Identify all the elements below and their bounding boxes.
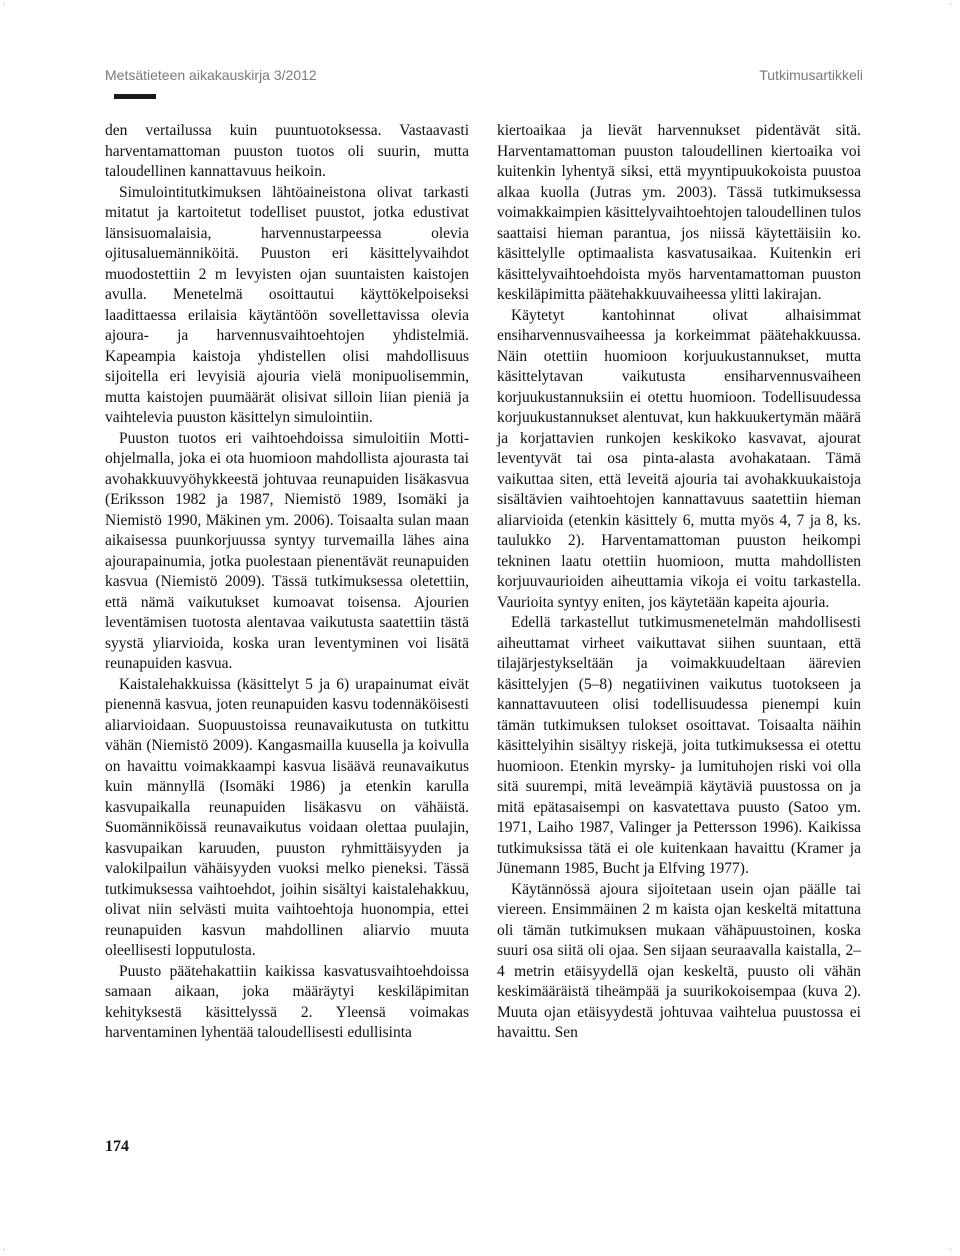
paragraph: Käytetyt kantohinnat olivat alhaisimmat ensiharvennusvaiheessa ja korkeimmat päätehakkuussa. Näin otettiin huomioon korjuukustannukset, mutta käsittelytavan vaikutusta ensiharvennusvaiheen korjuukustannuksiin ei otettu huomioon. Todellisuudessa korjuukustannukset alentuvat, kun hakkuukertymän määrä ja korjattavien runkojen keskikoko kasvavat, ajourat leventyvät tai osa pinta-alasta avohakataan. Tämä vaikuttaa siten, että leveitä ajouria tai avohakkuukaistoja sisältävien vaihtoehtojen kannattavuus saatettiin hieman aliarvioida (etenkin käsittely 6, mutta myös 4, 7 ja 8, ks. taulukko 2). Harventamattoman puuston heikompi tekninen laatu otettiin huomioon, mutta mahdollisten korjuuvaurioiden aiheuttamia vikoja ei voitu tarkastella. Vaurioita syntyy eniten, jos käytetään kapeita ajouria.: [497, 306, 861, 611]
crop-mark-bottom-right: ·: [949, 1244, 952, 1254]
paragraph: Edellä tarkastellut tutkimusmenetelmän mahdollisesti aiheuttamat virheet vaikuttavat siihen suuntaan, että tilajärjestykseltään ja voimakkuudeltaan äärevien käsittelyjen (5–8) negatiivinen vaikutus tuotokseen ja kannattavuuteen olisi todellisuudessa pienempi kuin tämän tutkimuksen tulokset osoittavat. Toisaalta näihin käsittelyihin sisältyy riskejä, joita tutkimuksessa ei otettu huomioon. Etenkin myrsky- ja lumituhojen riski voi olla sitä suurempi, mitä leveämpiä käytäviä puustossa on ja mitä epätasaisempi on kasvatettava puusto (Satoo ym. 1971, Laiho 1987, Valinger ja Pettersson 1996). Kaikissa tutkimuksissa tätä ei ole kuitenkaan havaittu (Kramer ja Jünemann 1985, Bucht ja Elfving 1977).: [497, 614, 861, 877]
paragraph: den vertailussa kuin puuntuotoksessa. Vastaavasti harventamattoman puuston tuotos oli suurin, mutta taloudellinen kannattavuus heikoin.: [105, 122, 469, 180]
paragraph: Käytännössä ajoura sijoitetaan usein ojan päälle tai viereen. Ensimmäinen 2 m kaista ojan keskeltä mitattuna oli tämän tutkimuksen mukaan vähäpuustoinen, koska suuri osa siitä oli ojaa. Sen sijaan seuraavalla kaistalla, 2–4 metrin etäisyydellä ojan keskeltä, puusto oli vähän keskimääräistä tiheämpää ja suurikokoisempaa (kuva 2). Muuta ojan etäisyydestä johtuvaa vaihtelua puustossa ei havaittu. Sen: [497, 880, 861, 1041]
paragraph: kiertoaikaa ja lievät harvennukset pidentävät sitä. Harventamattoman puuston taloudellinen kiertoaika voi kuitenkin lyhentyä siksi, että myyntipuukokoista puustoa alkaa kuolla (Jutras ym. 2003). Tässä tutkimuksessa voimakkaimpien käsittelyvaihtoehtojen taloudellinen tulos saattaisi hieman parantua, jos niissä käytettäisiin ko. käsittelylle optimaalista kasvatusaikaa. Kuitenkin eri käsittelyvaihtoehdoista myös harventamattoman puuston keskiläpimitta päätehakkuuvaiheessa ylitti lakirajan.: [497, 122, 861, 303]
paragraph: Puuston tuotos eri vaihtoehdoissa simuloitiin Motti-ohjelmalla, joka ei ota huomioon mahdollista ajourasta tai avohakkuuvyöhykkeestä johtuvaa reunapuiden lisäkasvua (Eriksson 1982 ja 1987, Niemistö 1989, Isomäki ja Niemistö 1990, Mäkinen ym. 2006). Toisaalta sulan maan aikaisessa puunkorjuussa syntyy turvemailla lähes aina ajourapainumia, jotka puolestaan pienentävät reunapuiden kasvua (Niemistö 2009). Tässä tutkimuksessa oletettiin, että nämä vaikutukset kumoavat toisensa. Ajourien leventämisen tuotosta alentavaa vaikutusta saatettiin tästä syystä yliarvioida, koska uran leventyminen voi lisätä reunapuiden kasvua.: [105, 429, 469, 672]
page-number: 174: [105, 1138, 129, 1155]
left-column: [105, 121, 469, 1044]
running-header: [105, 67, 863, 87]
article-type: Tutkimusartikkeli: [759, 67, 863, 83]
crop-mark-top-left: ·: [2, 0, 5, 9]
paragraph: Puusto päätehakattiin kaikissa kasvatusvaihtoehdoissa samaan aikaan, joka määräytyi keskiläpimitan kehityksestä käsittelyssä 2. Yleensä voimakas harventaminen lyhentää taloudellisesti edullisinta: [105, 962, 469, 1041]
paragraph: Simulointitutkimuksen lähtöaineistona olivat tarkasti mitatut ja kartoitetut todelliset puustot, jotka edustivat länsisuomalaisia, harvennustarpeessa olevia ojitusaluemänniköitä. Puuston eri käsittelyvaihdot muodostettiin 2 m levyisten ojan suuntaisten kaistojen avulla. Menetelmä osoittautui käyttökelpoiseksi laadittaessa erilaisia käytäntöön sovellettavissa olevia ajoura- ja harvennusvaihtoehtojen yhdistelmiä. Kapeampia kaistoja yhdistellen olisi mahdollisuus sijoitella eri levyisiä ajouria vielä monipuolisemmin, mutta kaistojen puumäärät olisivat silloin liian pieniä ja vaihtelevia puuston käsittelyn simulointiin.: [105, 183, 469, 426]
right-column: [497, 121, 861, 1044]
crop-mark-bottom-left: ·: [2, 1244, 5, 1254]
header-rule-mark: [114, 94, 156, 99]
paragraph: Kaistalehakkuissa (käsittelyt 5 ja 6) urapainumat eivät pienennä kasvua, joten reunapuiden kasvu todennäköisesti aliarvioidaan. Suopuustoissa reunavaikutusta on tutkittu vähän (Niemistö 2009). Kangasmailla kuusella ja koivulla on havaittu voimakkaampi kasvua lisäävä reunavaikutus kuin männyllä (Isomäki 1986) ja etenkin karulla kasvupaikalla reunapuiden lisäkasvu on vähäistä. Suomänniköissä reunavaikutus voidaan olettaa puulajin, kasvupaikan karuuden, puuston ryhmittäisyyden ja valokilpailun vähäisyyden vuoksi melko pieneksi. Tässä tutkimuksessa vaihtoehdot, joihin sisältyi kaistalehakkuu, olivat niin selvästi muita vaihtoehtoja huonompia, ettei reunapuiden kasvun mahdollinen aliarvio muuta oleellisesti lopputulosta.: [105, 675, 469, 959]
journal-title: Metsätieteen aikakauskirja 3/2012: [105, 67, 317, 83]
crop-mark-top-right: ·: [949, 0, 952, 9]
